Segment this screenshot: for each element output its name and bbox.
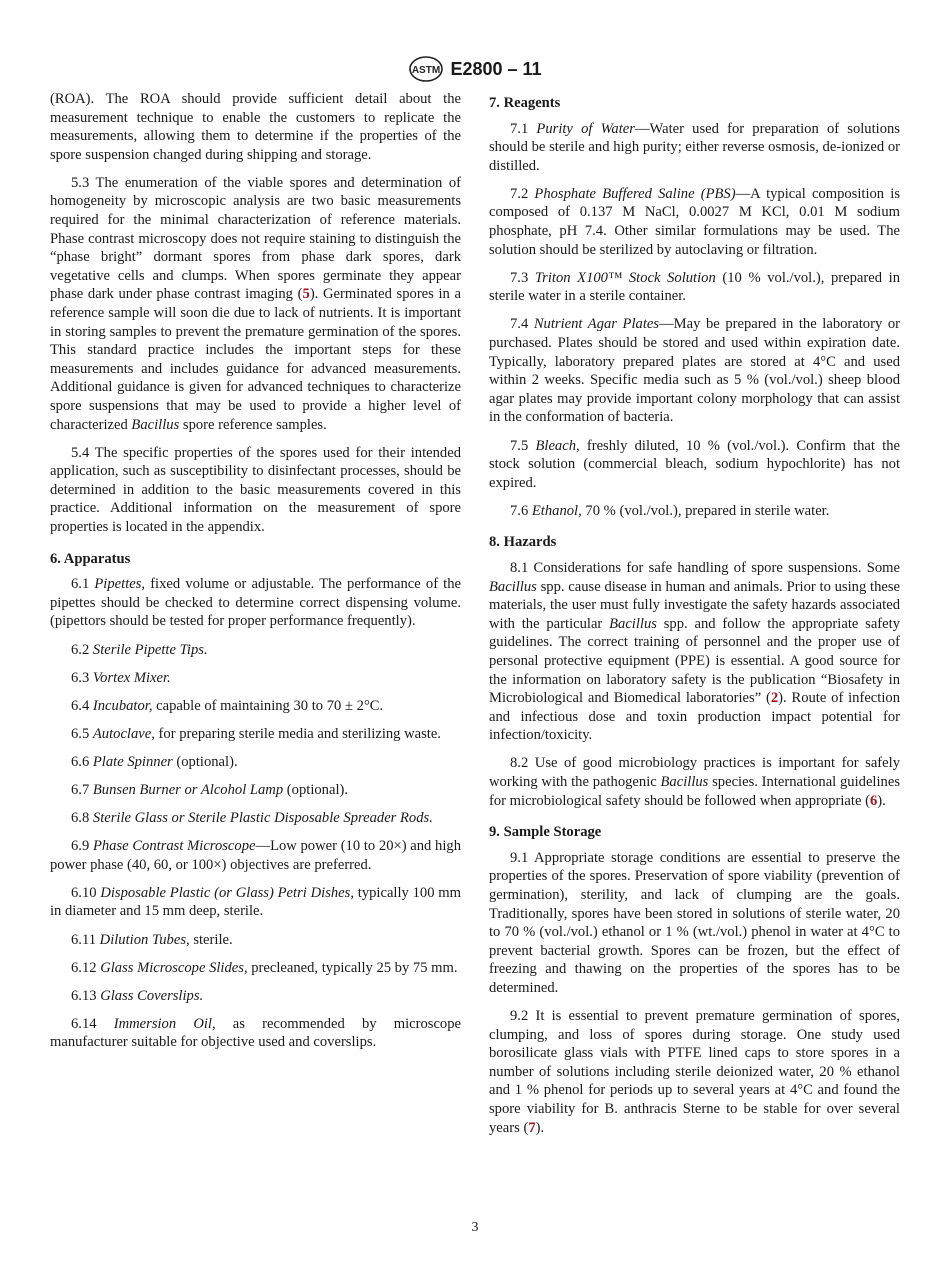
text-run: 8.2 Use of good microbiology practices is important for safely working with the pathogenic <box>489 755 900 790</box>
text-run: —Water used for preparation of solutions should be sterile and high purity; either reverse osmosis, de-ionized or distilled. <box>489 120 900 174</box>
text-run: 9.2 It is essential to prevent premature germination of spores, clumping, and loss of spores during storage. One study used borosilicate glass vials with PTFE lined caps to store spores in a number of solutions including sterile deionized water, 20 % ethanol and 1 % phenol for periods up to several years at 4°C and found the spore viability for B. anthracis Sterne to be stable for over several years ( <box>489 1008 900 1136</box>
text-run: 6.2 <box>71 641 93 658</box>
paragraph <box>50 444 461 537</box>
text-run: freshly diluted, 10 % (vol./vol.). Confirm that the stock solution (commercial bleach, sodium hypochlorite) has not expired. <box>489 437 901 491</box>
document-designation: E2800 – 11 <box>450 58 542 79</box>
italic-term: Vortex Mixer. <box>92 669 171 686</box>
paragraph <box>489 1007 900 1137</box>
text-run: spp. cause disease in human and animals. Prior to using these materials, the user must fully investigate the safety hazards associated with the particular <box>489 578 900 632</box>
paragraph <box>50 837 461 874</box>
italic-term: Glass Coverslips. <box>100 987 204 1004</box>
paragraph <box>50 641 461 660</box>
italic-term: Immersion Oil, <box>113 1015 216 1032</box>
text-run: —May be prepared in the laboratory or purchased. Plates should be stored and used within expiration date. Typically, laboratory prepared plates are stored at 4°C and used within 2 weeks. Specific media such as 5 % (vol./vol.) sheep blood agar plates may provide important colony morphology that can assist in the conformation of bacteria. <box>489 316 900 426</box>
text-run: 6.10 <box>71 884 101 901</box>
text-run: 7.1 <box>510 120 537 137</box>
paragraph <box>489 559 900 745</box>
italic-term: Incubator, <box>92 697 153 714</box>
text-run: 6.14 <box>71 1015 114 1032</box>
paragraph <box>50 809 461 828</box>
italic-term: Bunsen Burner or Alcohol Lamp <box>92 782 284 798</box>
paragraph <box>50 174 461 434</box>
paragraph <box>50 884 461 921</box>
italic-term: Bacillus <box>489 578 537 595</box>
italic-term: Bacillus <box>131 416 180 433</box>
paragraph <box>50 669 461 688</box>
text-run: (optional). <box>283 782 349 798</box>
text-run: 7.4 <box>510 316 534 333</box>
paragraph <box>50 90 461 164</box>
text-run: —Low power (10 to 20×) and high power phase (40, 60, or 100×) objectives are preferred. <box>50 838 462 873</box>
paragraph <box>50 725 461 744</box>
astm-logo-icon <box>408 55 444 83</box>
paragraph <box>50 1015 461 1052</box>
reference-link[interactable]: 5 <box>302 286 310 303</box>
text-run: precleaned, typically 25 by 75 mm. <box>247 959 458 976</box>
paragraph <box>489 315 900 427</box>
page-number: 3 <box>471 1220 479 1235</box>
paragraph <box>489 437 900 493</box>
italic-term: Sterile Glass or Sterile Plastic Disposable Spreader Rods. <box>92 810 433 827</box>
section-heading: 7. Reagents <box>489 95 561 111</box>
italic-term: Dilution Tubes, <box>99 931 190 948</box>
text-run: 6.5 <box>71 725 93 742</box>
paragraph <box>50 987 461 1006</box>
italic-term: Ethanol, <box>531 502 582 519</box>
paragraph <box>489 269 900 306</box>
text-run: 7.2 <box>510 185 535 202</box>
paragraph <box>489 502 900 521</box>
italic-term: Bleach, <box>535 437 580 454</box>
section-heading: 9. Sample Storage <box>489 824 602 841</box>
text-run: ). Route of infection and infectious dose and toxin production impact potential for infection/toxicity. <box>489 690 900 744</box>
left-column <box>50 90 461 1062</box>
text-run: 6.8 <box>71 810 93 827</box>
paragraph <box>50 931 461 950</box>
text-run: 8.1 Considerations for safe handling of spore suspensions. Some <box>510 559 900 576</box>
italic-term: Glass Microscope Slides, <box>100 959 248 976</box>
text-run: 6.6 <box>71 753 93 770</box>
text-run: 6.3 <box>71 669 93 686</box>
italic-term: Bacillus <box>660 774 709 790</box>
text-run: ). <box>535 1119 545 1136</box>
text-run: 5.4 The specific properties of the spores used for their intended application, such as susceptibility to disinfectant processes, should be determined in addition to the basic measurements covered in this practice. Additional information on the measurement of spore properties is located in the appendix. <box>50 444 461 536</box>
italic-term: Sterile Pipette Tips. <box>92 641 208 658</box>
reference-link[interactable]: 2 <box>770 690 779 707</box>
text-run: for preparing sterile media and sterilizing waste. <box>154 725 441 742</box>
paragraph <box>50 781 461 800</box>
text-run: 7.6 <box>510 502 532 519</box>
text-run: (optional). <box>172 753 238 770</box>
paragraph <box>50 697 461 716</box>
text-run: fixed volume or adjustable. The performance of the pipettes should be checked to determine correct dispensing volume. (pipettors should be tested for proper performance frequently). <box>50 576 462 630</box>
italic-term: Nutrient Agar Plates <box>533 316 660 333</box>
text-run: 6.4 <box>71 697 93 714</box>
text-run: 70 % (vol./vol.), prepared in sterile water. <box>581 502 830 519</box>
text-run: 6.9 <box>71 838 93 855</box>
text-run: spore reference samples. <box>179 416 327 433</box>
text-run: 6.7 <box>71 782 93 798</box>
paragraph <box>50 753 461 772</box>
page-header <box>0 55 950 85</box>
paragraph <box>489 849 900 998</box>
paragraph <box>489 120 900 176</box>
italic-term: Bacillus <box>609 615 657 632</box>
italic-term: Purity of Water <box>536 120 635 137</box>
reference-link[interactable]: 7 <box>528 1119 536 1136</box>
italic-term: Triton X100™ Stock Solution <box>534 269 716 286</box>
section-heading: 6. Apparatus <box>50 550 131 567</box>
italic-term: Pipettes, <box>94 576 146 593</box>
text-run: capable of maintaining 30 to 70 ± 2°C. <box>152 697 384 714</box>
text-run: 6.11 <box>71 931 100 948</box>
text-run: 6.12 <box>71 959 101 976</box>
text-run: as recommended by microscope manufacturer suitable for objective used and coverslips. <box>50 1015 462 1051</box>
text-run: 6.13 <box>71 987 101 1004</box>
paragraph <box>50 575 461 631</box>
italic-term: Autoclave, <box>92 725 155 742</box>
text-run: species. International guidelines for microbiological safety should be followed when appropriate ( <box>489 774 900 809</box>
text-run: ). Germinated spores in a reference sample will soon die due to lack of nutrients. It is important in storing samples to prevent the premature germination of the spores. This standard practice includes the important steps for these measurements and includes guidance for advanced measurements. Additional guidance is given for advanced techniques to characterize spore suspensions that may be used to provide a higher level of characterized <box>50 286 461 433</box>
italic-term: Phase Contrast Microscope <box>92 838 256 855</box>
text-run: 9.1 Appropriate storage conditions are essential to preserve the properties of the spores. Preservation of spore viability (prevention of germination), sterility, and lack of clumping are the goals. Traditionally, spores have been stored in solutions of sterile water, 20 to 70 % (vol./vol.) ethanol or 1 % (wt./vol.) phenol in water at 4°C to prevent bacterial growth. Spores can be frozen, but the effect of freezing and thawing on the properties of the spores has to be determined. <box>489 849 900 996</box>
italic-term: Disposable Plastic (or Glass) Petri Dishes, <box>100 884 354 901</box>
text-run: typically 100 mm in diameter and 15 mm deep, sterile. <box>50 884 462 920</box>
reference-link[interactable]: 6 <box>869 792 878 809</box>
text-run: 5.3 The enumeration of the viable spores and determination of homogeneity by microscopic analysis are two basic measurements required for the minimal characterization of reference materials. Phase contrast microscopy does not require staining to distinguish the “phase bright” dormant spores from phase dark spores, dark vegetative cells and clumps. When spores germinate they appear phase dark under phase contrast imaging ( <box>50 174 461 303</box>
text-run: 7.5 <box>510 437 536 454</box>
paragraph <box>50 959 461 978</box>
text-run: sterile. <box>189 931 233 948</box>
italic-term: Phosphate Buffered Saline (PBS) <box>534 185 736 202</box>
text-run: 7.3 <box>510 269 535 286</box>
paragraph <box>489 185 900 259</box>
text-run: (ROA). The ROA should provide sufficient detail about the measurement technique to enable the customers to replicate the measurements, allowing them to determine if the properties of the spore suspension changed during shipping and storage. <box>50 91 461 163</box>
svg-text:ASTM: ASTM <box>412 65 441 76</box>
text-run: 6.1 <box>71 576 95 593</box>
paragraph <box>489 754 900 810</box>
section-heading: 8. Hazards <box>489 534 557 551</box>
text-run: —A typical composition is composed of 0.137 M NaCl, 0.0027 M KCl, 0.01 M sodium phosphate, pH 7.4. Other similar formulations may be used. The solution should be sterilized by autoclaving or filtration. <box>489 185 901 258</box>
italic-term: Plate Spinner <box>92 753 173 770</box>
text-run: ). <box>877 792 886 809</box>
text-run: (10 % vol./vol.), prepared in sterile water in a sterile container. <box>489 269 901 305</box>
text-run: spp. and follow the appropriate safety guidelines. The correct training of personnel and the proper use of personal protective equipment (PPE) is essential. A good source for the information on laboratory safety is the publication “Biosafety in Microbiological and Biomedical laboratories” ( <box>489 615 900 707</box>
right-column <box>489 90 900 1147</box>
